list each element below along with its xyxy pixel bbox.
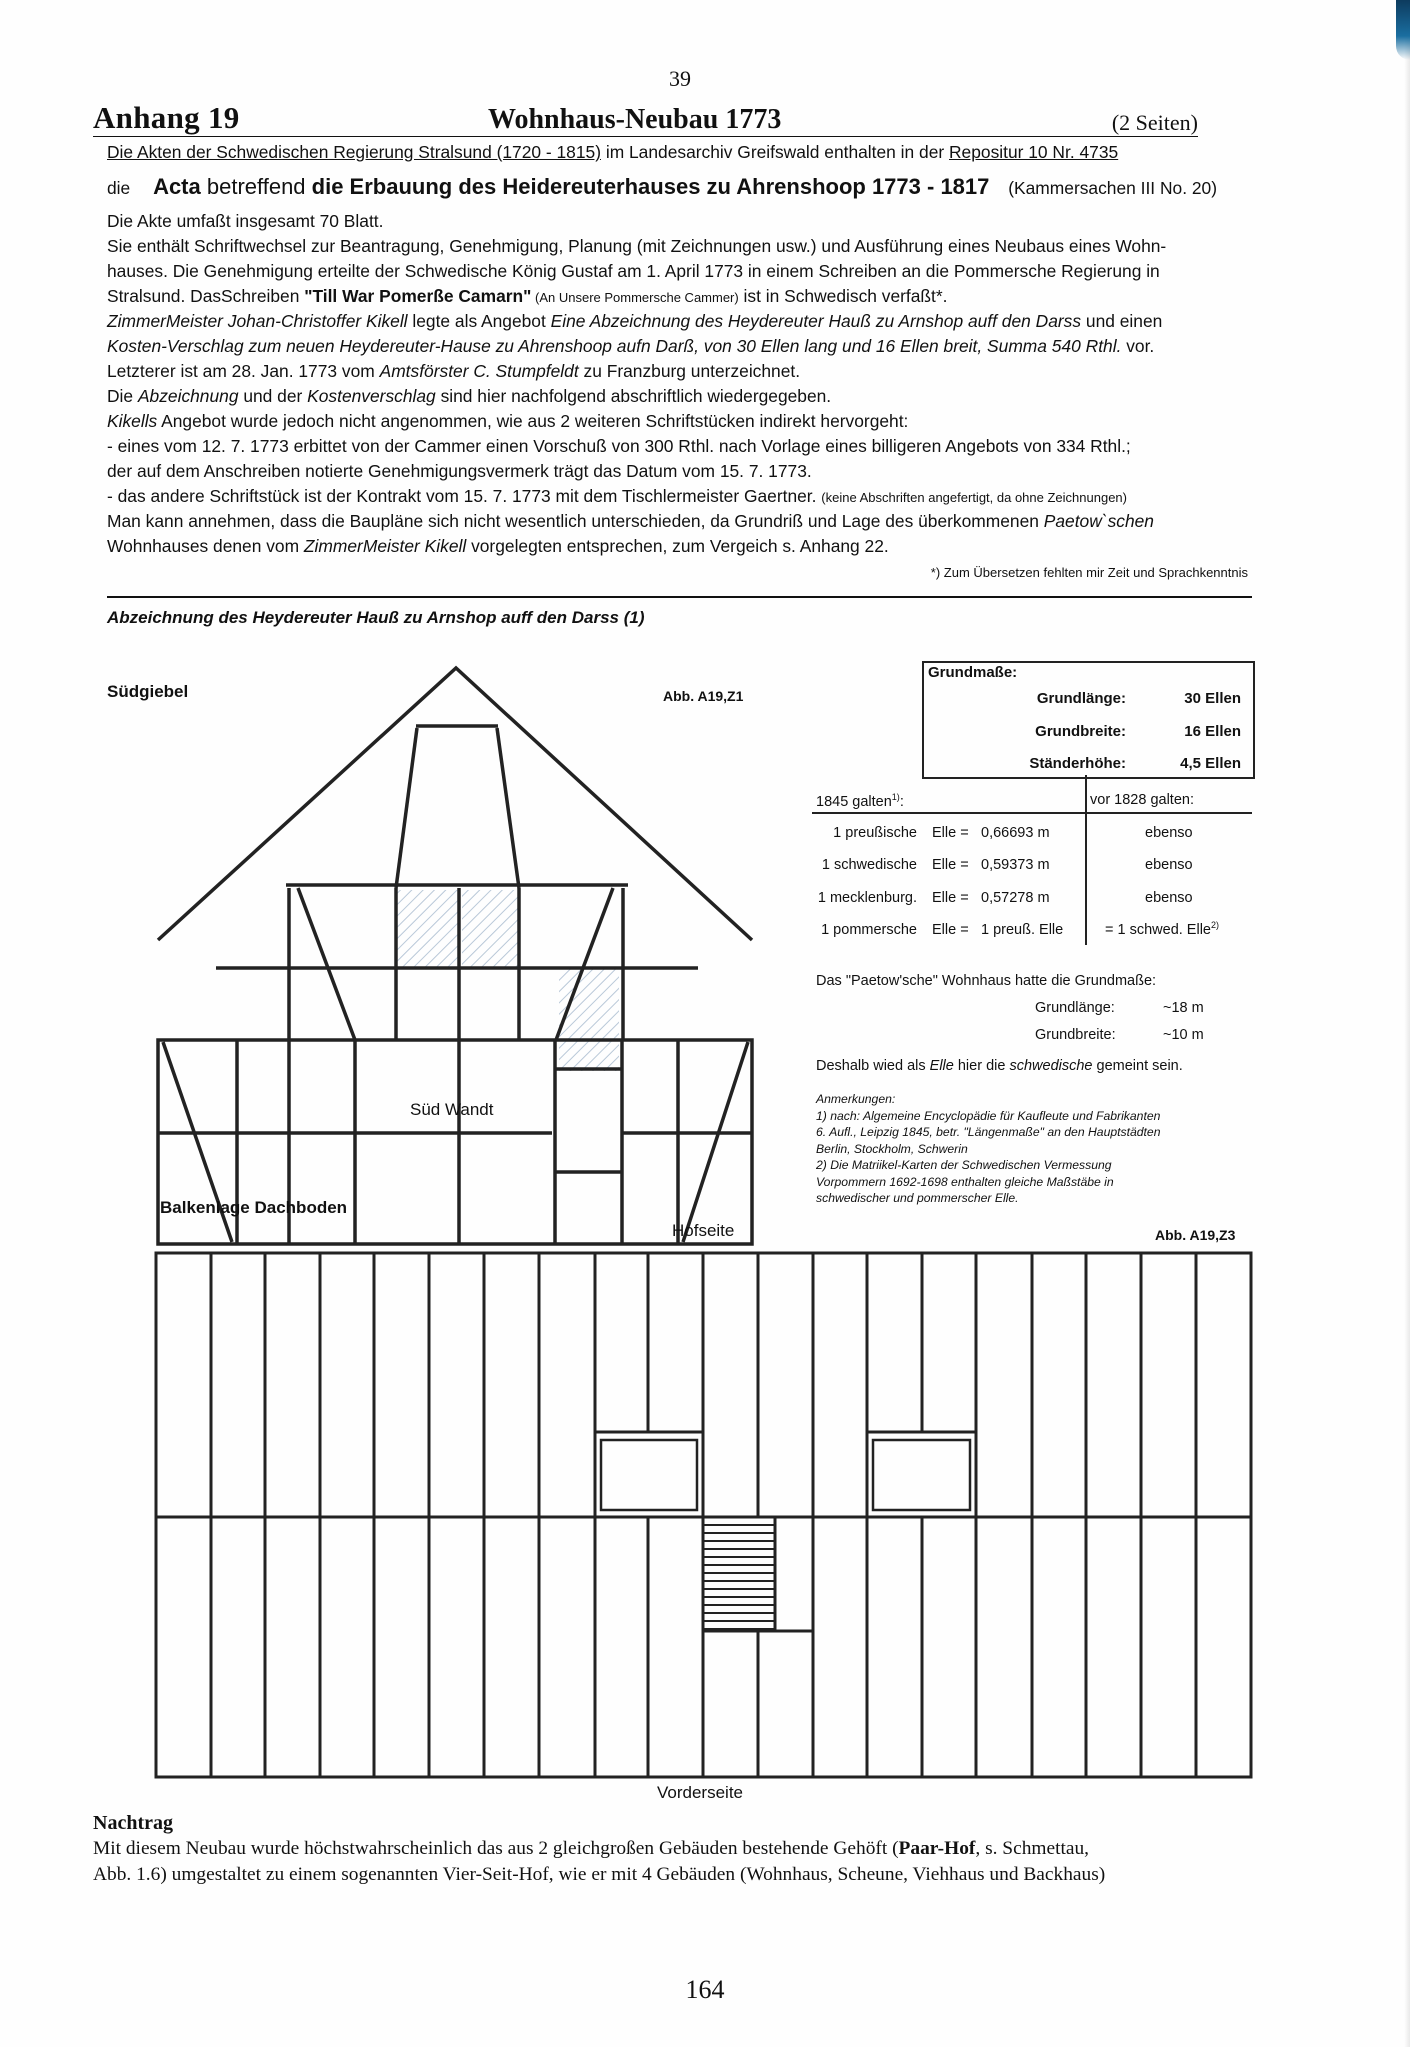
intro-line <box>107 409 908 434</box>
col2-header: vor 1828 galten: <box>1090 792 1194 808</box>
text: Eine Abzeichnung des Heydereuter Hauß zu Arnshop auff den Darss <box>550 311 1082 331</box>
footnote-ref: 1) <box>891 792 900 802</box>
table-rule <box>812 812 1252 814</box>
gable-caption: Süd Wandt <box>410 1100 494 1119</box>
scan-corner <box>1396 0 1410 60</box>
note-line: Vorpommern 1692-1698 enthalten gleiche Maßstäbe in <box>816 1174 1114 1189</box>
paetow-conclusion <box>816 1058 1183 1074</box>
value: 30 Ellen <box>1184 690 1241 707</box>
elle-eq: Elle = <box>932 825 969 841</box>
intro-line <box>107 359 800 384</box>
intro-line: - eines vom 12. 7. 1773 erbittet von der Cammer einen Vorschuß von 300 Rthl. nach Vorlage eines billigeren Angebots von 334 Rthl.; <box>107 436 1131 456</box>
floorplan-title: Balkenlage Dachboden <box>160 1198 348 1217</box>
text: vor. <box>1121 336 1155 356</box>
text: hier die <box>953 1058 1010 1074</box>
text: Kostenverschlag <box>307 386 436 406</box>
elle-before-1828: ebenso <box>1145 857 1193 873</box>
elle-before-1828 <box>1105 920 1219 938</box>
elle-name: 1 schwedische <box>821 857 917 873</box>
text: : <box>899 793 904 810</box>
text: = 1 schwed. Elle <box>1105 921 1211 938</box>
text: vorgelegten entsprechen, zum Vergeich s. Anhang 22. <box>466 536 889 556</box>
paetow-value: ~10 m <box>1163 1027 1204 1043</box>
section-divider <box>107 596 1252 598</box>
intro-line <box>107 334 1154 359</box>
nachtrag-title: Nachtrag <box>93 1812 173 1834</box>
text: Elle <box>929 1058 954 1074</box>
paetow-label: Grundlänge: <box>1035 1000 1115 1016</box>
page-count: (2 Seiten) <box>1111 110 1198 135</box>
page-top-number: 39 <box>669 66 691 91</box>
elle-eq: Elle = <box>932 922 969 938</box>
text: - das andere Schriftstück ist der Kontrakt vom 15. 7. 1773 mit dem Tischlermeister Gaertner. <box>107 486 822 506</box>
note-line: 6. Aufl., Leipzig 1845, betr. "Längenmaße" an den Hauptstädten <box>816 1125 1161 1139</box>
text: ist in Schwedisch verfaßt*. <box>738 286 948 306</box>
value: 4,5 Ellen <box>1180 755 1241 772</box>
note-line: 2) Die Matriikel-Karten der Schwedischen Vermessung <box>816 1158 1112 1172</box>
text: zu Franzburg unterzeichnet. <box>578 361 801 381</box>
elle-name: 1 pommersche <box>821 922 917 938</box>
text: Die <box>107 386 138 406</box>
text: (An Unsere Pommersche Cammer) <box>531 290 739 305</box>
text: (keine Abschriften angefertigt, da ohne Zeichnungen) <box>821 490 1127 505</box>
paetow-intro: Das "Paetow'sche" Wohnhaus hatte die Grundmaße: <box>816 973 1157 989</box>
intro-line: hauses. Die Genehmigung erteilte der Schwedische König Gustaf am 1. April 1773 in einem Schreiben an die Pommersche Regierung in <box>107 261 1160 281</box>
text: betreffend <box>200 174 312 199</box>
footnote-ref: 2) <box>1211 920 1220 930</box>
text: ZimmerMeister Johan-Christoffer Kikell <box>107 311 408 331</box>
vorderseite-label: Vorderseite <box>657 1783 743 1802</box>
text: Man kann annehmen, dass die Baupläne sich nicht wesentlich unterschieden, da Grundriß und Lage des überkommenen <box>107 511 1044 531</box>
text: Abzeichnung <box>137 386 239 406</box>
text: Angebot wurde jedoch nicht angenommen, wie aus 2 weiteren Schriftstücken indirekt hervorgeht: <box>157 411 909 431</box>
text: ZimmerMeister Kikell <box>303 536 467 556</box>
elle-value: 0,57278 m <box>981 890 1050 906</box>
page-edge <box>1404 0 1410 2047</box>
notes <box>816 1091 1161 1207</box>
elle-before-1828: ebenso <box>1145 890 1193 906</box>
acta-label: Acta <box>153 174 201 199</box>
text: sind hier nachfolgend abschriftlich wiedergegeben. <box>435 386 832 406</box>
table-divider <box>1085 775 1087 945</box>
intro-line: Sie enthält Schriftwechsel zur Beantragung, Genehmigung, Planung (mit Zeichnungen usw.) und Ausführung eines Neubaus eines Wohn- <box>107 236 1167 256</box>
nachtrag-line: Abb. 1.6) umgestaltet zu einem sogenannten Vier-Seit-Hof, wie er mit 4 Gebäuden (Wohnhaus, Scheune, Viehhaus und Backhaus) <box>93 1864 1106 1885</box>
nachtrag-line <box>93 1838 1273 1860</box>
page-header <box>93 102 1198 137</box>
text: und der <box>238 386 308 406</box>
text: Kikells <box>107 411 158 431</box>
intro-line <box>107 534 889 559</box>
text: Paetow`schen <box>1043 511 1154 531</box>
intro-line: Die Akte umfaßt insgesamt 70 Blatt. <box>107 211 384 231</box>
paetow-value: ~18 m <box>1163 1000 1204 1016</box>
acta-line <box>107 174 1217 201</box>
label: Grundbreite: <box>1035 723 1126 740</box>
section-title: Abzeichnung des Heydereuter Hauß zu Arnshop auff den Darss (1) <box>107 608 645 627</box>
text: Deshalb wied als <box>816 1058 930 1074</box>
letter-title: "Till War Pomerße Camarn" <box>304 286 532 306</box>
intro-line <box>107 509 1154 534</box>
text: schwedische <box>1009 1058 1093 1074</box>
gable-figure-label: Abb. A19,Z1 <box>663 688 744 704</box>
elle-before-1828: ebenso <box>1145 825 1193 841</box>
label: Grundlänge: <box>1036 690 1126 707</box>
elle-value: 0,66693 m <box>981 825 1050 841</box>
intro-line <box>107 384 831 409</box>
text: die <box>107 178 131 198</box>
intro-line-1 <box>107 140 1118 165</box>
kammersachen-ref: (Kammersachen III No. 20) <box>1008 178 1217 198</box>
page-title: Wohnhaus-Neubau 1773 <box>488 104 782 135</box>
text: , s. Schmettau, <box>975 1838 1090 1859</box>
elle-eq: Elle = <box>932 890 969 906</box>
value: 16 Ellen <box>1184 723 1241 740</box>
repositur-ref: Repositur 10 Nr. 4735 <box>949 142 1119 162</box>
intro-line <box>107 484 1127 510</box>
text: legte als Angebot <box>407 311 551 331</box>
text: Kosten-Verschlag zum neuen Heydereuter-Hause zu Ahrenshoop aufn Darß, von 30 Ellen lang und 16 Ellen breit, Summa 540 Rthl. <box>107 336 1122 356</box>
appendix-label: Anhang 19 <box>93 100 240 135</box>
page-number: 164 <box>685 1975 725 2004</box>
footnote: *) Zum Übersetzen fehlten mir Zeit und Sprachkenntnis <box>930 565 1248 580</box>
text: Stralsund. DasSchreiben <box>107 286 305 306</box>
elle-name: 1 preußische <box>833 825 917 841</box>
grundmasse-box <box>922 661 1255 779</box>
elle-name: 1 mecklenburg. <box>817 890 917 906</box>
text: und einen <box>1081 311 1163 331</box>
archive-source: Die Akten der Schwedischen Regierung Stralsund (1720 - 1815) <box>107 142 601 162</box>
text: Amtsförster C. Stumpfeldt <box>379 361 579 381</box>
elle-eq: Elle = <box>932 857 969 873</box>
intro-line <box>107 284 947 310</box>
intro-line: der auf dem Anschreiben notierte Genehmigungsvermerk trägt das Datum vom 15. 7. 1773. <box>107 461 812 481</box>
text: gemeint sein. <box>1092 1058 1183 1074</box>
label: Ständerhöhe: <box>1029 755 1126 772</box>
note-line: schwedischer und pommerscher Elle. <box>816 1191 1019 1205</box>
text: 1845 galten <box>816 793 892 810</box>
intro-line <box>107 309 1162 334</box>
text: im Landesarchiv Greifswald enthalten in der <box>601 142 949 162</box>
gable-title: Südgiebel <box>107 682 189 701</box>
acta-title: die Erbauung des Heidereuterhauses zu Ahrenshoop 1773 - 1817 <box>311 174 990 199</box>
hofseite-label: Hofseite <box>672 1221 735 1240</box>
note-line: 1) nach: Algemeine Encyclopädie für Kaufleute und Fabrikanten <box>816 1108 1161 1123</box>
elle-value: 1 preuß. Elle <box>981 922 1064 938</box>
text: Wohnhauses denen vom <box>107 536 304 556</box>
paetow-label: Grundbreite: <box>1035 1027 1116 1043</box>
notes-title: Anmerkungen: <box>816 1092 896 1106</box>
text: Mit diesem Neubau wurde höchstwahrscheinlich das aus 2 gleichgroßen Gebäuden bestehende Gehöft ( <box>93 1838 899 1859</box>
elle-value: 0,59373 m <box>981 857 1050 873</box>
floorplan-figure-label: Abb. A19,Z3 <box>1155 1227 1236 1243</box>
grundmasse-title: Grundmaße: <box>928 664 1018 681</box>
note-line: Berlin, Stockholm, Schwerin <box>816 1141 968 1156</box>
col1-header <box>816 792 904 810</box>
text: Paar-Hof <box>898 1838 976 1859</box>
text: Letzterer ist am 28. Jan. 1773 vom <box>107 361 380 381</box>
